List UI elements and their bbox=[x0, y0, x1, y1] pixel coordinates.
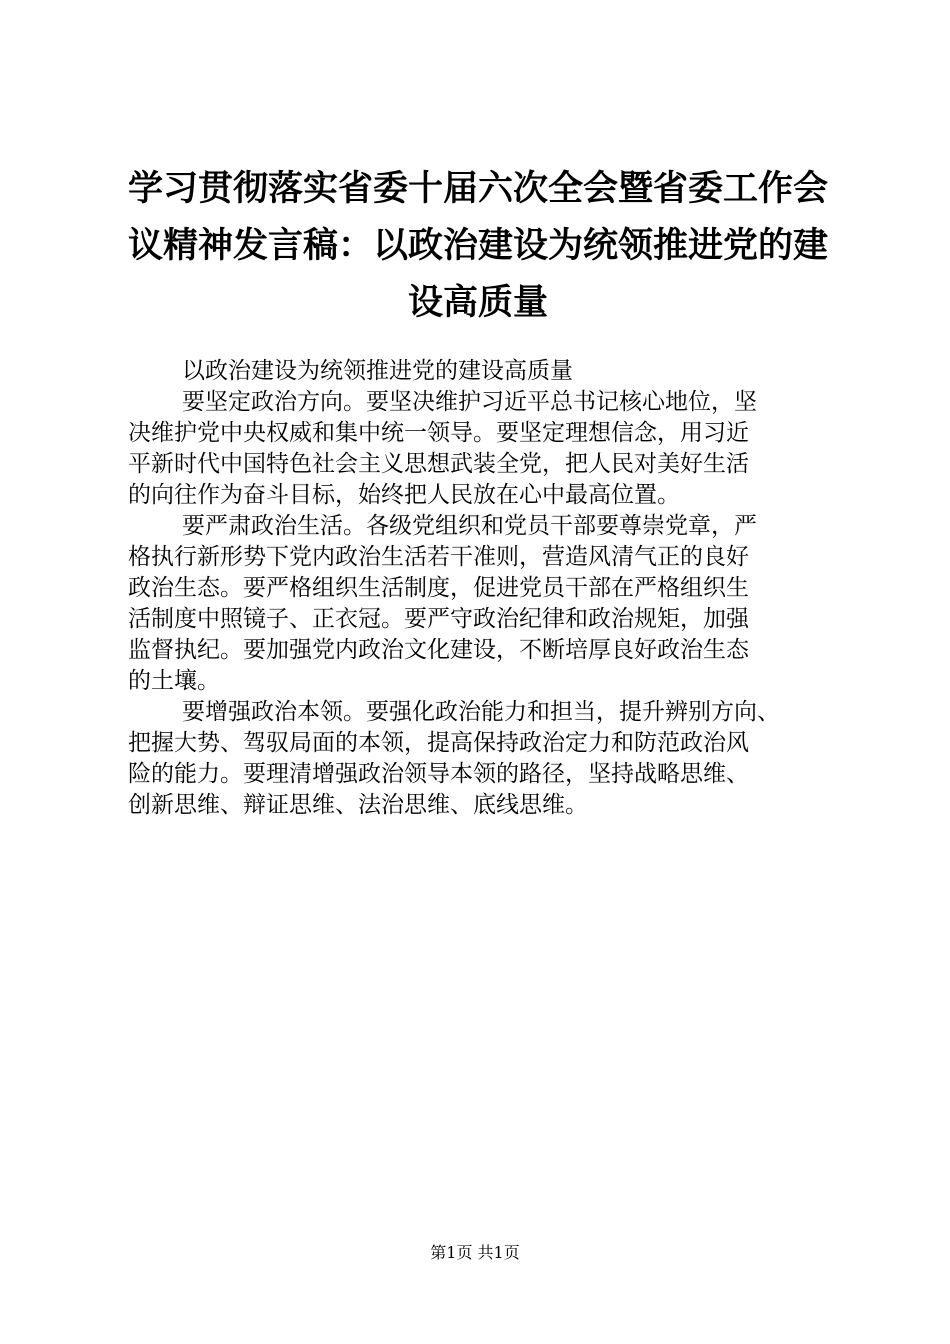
paragraph-line: 的向往作为奋斗目标，始终把人民放在心中最高位置。 bbox=[128, 482, 680, 508]
paragraph-line: 要坚定政治方向。要坚决维护习近平总书记核心地位，坚 bbox=[182, 389, 757, 415]
paragraph-line: 格执行新形势下党内政治生活若干准则，营造风清气正的良好 bbox=[128, 544, 749, 570]
paragraph-line: 监督执纪。要加强党内政治文化建设，不断培厚良好政治生态 bbox=[128, 637, 749, 663]
paragraph-line: 把握大势、驾驭局面的本领，提高保持政治定力和防范政治风 bbox=[128, 730, 749, 756]
title-line: 议精神发言稿：以政治建设为统领推进党的建 bbox=[128, 225, 829, 266]
subtitle-paragraph bbox=[128, 356, 840, 387]
paragraph-line: 决维护党中央权威和集中统一领导。要坚定理想信念，用习近 bbox=[128, 420, 749, 446]
paragraph-line: 险的能力。要理清增强政治领导本领的路径，坚持战略思维、 bbox=[128, 761, 749, 787]
paragraph-line: 平新时代中国特色社会主义思想武装全党，把人民对美好生活 bbox=[128, 451, 749, 477]
title-line: 学习贯彻落实省委十届六次全会暨省委工作会 bbox=[128, 168, 829, 209]
body-paragraph bbox=[128, 511, 840, 697]
paragraph-line: 要严肃政治生活。各级党组织和党员干部要尊崇党章，严 bbox=[182, 513, 757, 539]
page-footer: 第1页 共1页 bbox=[430, 1243, 520, 1262]
title-line: 设高质量 bbox=[407, 282, 548, 323]
paragraph-line: 活制度中照镜子、正衣冠。要严守政治纪律和政治规矩，加强 bbox=[128, 606, 749, 632]
subtitle: 以政治建设为统领推进党的建设高质量 bbox=[182, 358, 573, 384]
body-paragraph bbox=[128, 387, 840, 511]
document-body bbox=[128, 356, 840, 821]
paragraph-line: 政治生态。要严格组织生活制度，促进党员干部在严格组织生 bbox=[128, 575, 749, 601]
paragraph-line: 创新思维、辩证思维、法治思维、底线思维。 bbox=[128, 792, 588, 818]
document-title bbox=[128, 160, 828, 331]
body-paragraph bbox=[128, 697, 840, 821]
paragraph-line: 的土壤。 bbox=[128, 668, 220, 694]
paragraph-line: 要增强政治本领。要强化政治能力和担当，提升辨别方向、 bbox=[182, 699, 780, 725]
